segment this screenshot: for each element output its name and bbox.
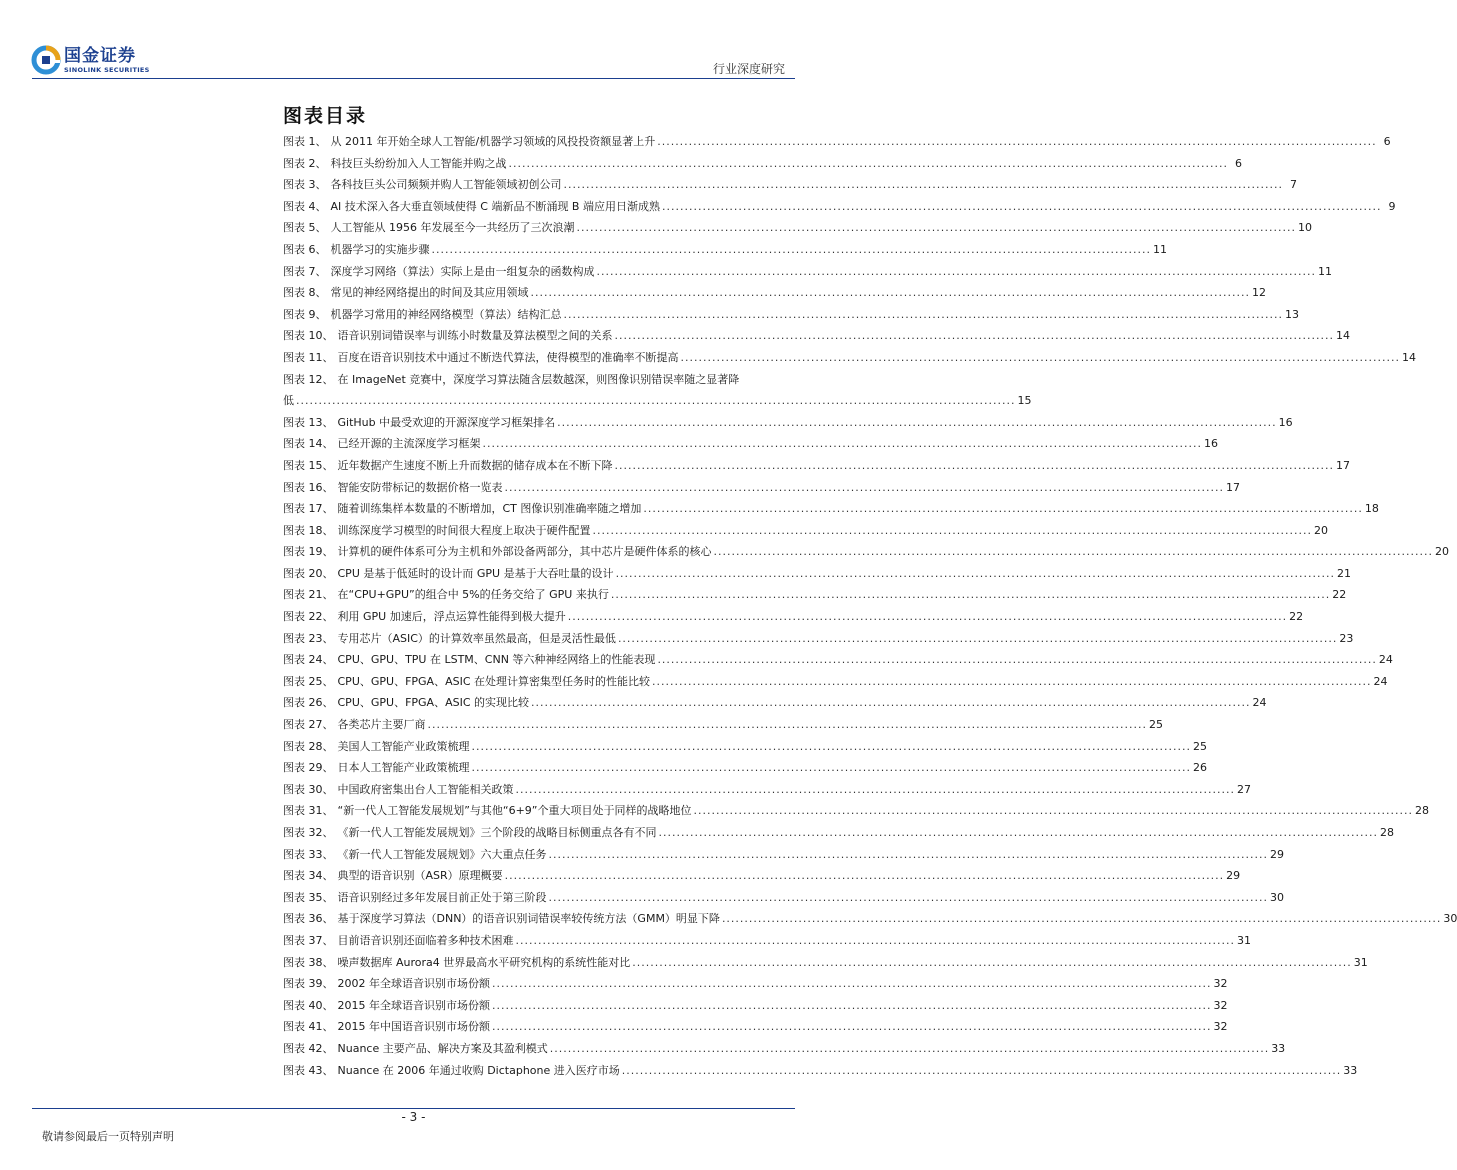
toc-dot-leader (657, 649, 1376, 671)
toc-entry[interactable] (283, 217, 1312, 239)
toc-entry-title: 2015 年全球语音识别市场份额 (337, 998, 490, 1012)
toc-dot-leader (492, 973, 1211, 995)
toc-entry-label: 图表 37、 (283, 933, 334, 947)
toc-entry-label: 图表 34、 (283, 869, 334, 883)
toc-entry-label: 图表 21、 (283, 588, 334, 602)
toc-entry-page: 32 (1213, 977, 1228, 991)
toc-entry-title: 中国政府密集出台人工智能相关政策 (337, 782, 514, 796)
toc-entry-page: 22 (1332, 588, 1347, 602)
toc-entry-label: 图表 41、 (283, 1020, 334, 1034)
toc-entry-label: 图表 43、 (283, 1063, 334, 1077)
toc-dot-leader (432, 239, 1151, 261)
toc-entry-title: 人工智能从 1956 年发展至今一共经历了三次浪潮 (330, 221, 575, 235)
toc-entry-page: 28 (1414, 804, 1429, 818)
toc-entry-page: 29 (1269, 847, 1284, 861)
toc-entry[interactable] (283, 196, 1396, 218)
toc-entry-label: 图表 27、 (283, 718, 334, 732)
toc-entry-title: CPU、GPU、TPU 在 LSTM、CNN 等六种神经网络上的性能表现 (337, 653, 656, 667)
toc-entry[interactable] (283, 671, 1388, 693)
toc-entry-title: 随着训练集样本数量的不断增加，CT 图像识别准确率随之增加 (337, 502, 642, 516)
toc-entry-label: 图表 5、 (283, 221, 327, 235)
toc-entry-title: 已经开源的主流深度学习框架 (337, 437, 481, 451)
toc-entry-title: 专用芯片（ASIC）的计算效率虽然最高，但是灵活性最低 (337, 631, 616, 645)
toc-entry-page: 20 (1434, 545, 1449, 559)
toc-dot-leader (492, 1016, 1211, 1038)
toc-entry-page: 27 (1236, 782, 1251, 796)
toc-entry-label: 图表 13、 (283, 415, 334, 429)
toc-entry-label: 图表 7、 (283, 264, 327, 278)
toc-entry-page: 12 (1251, 286, 1266, 300)
toc-dot-leader (616, 563, 1335, 585)
toc-dot-leader (662, 196, 1381, 218)
toc-dot-leader (564, 174, 1283, 196)
toc-entry[interactable] (283, 822, 1394, 844)
toc-entry-page: 30 (1443, 912, 1457, 926)
toc-entry-page: 11 (1317, 264, 1332, 278)
toc-dot-leader (472, 736, 1191, 758)
toc-dot-leader (549, 887, 1268, 909)
toc-entry[interactable] (283, 692, 1267, 714)
page-header (0, 0, 827, 80)
toc-entry[interactable] (283, 606, 1304, 628)
toc-entry-title: 《新一代人工智能发展规划》六大重点任务 (337, 847, 547, 861)
toc-entry[interactable] (283, 995, 1228, 1017)
toc-entry[interactable] (283, 563, 1352, 585)
toc-dot-leader (568, 606, 1287, 628)
toc-dot-leader (657, 131, 1376, 153)
toc-entry-page: 33 (1271, 1041, 1286, 1055)
toc-entry-title: 各类芯片主要厂商 (337, 718, 426, 732)
toc-entry-label: 图表 12、 (283, 372, 334, 386)
toc-entry[interactable] (283, 153, 1242, 175)
toc-entry-page: 13 (1284, 307, 1299, 321)
toc-dot-leader (296, 390, 1015, 412)
toc-dot-leader (597, 261, 1316, 283)
toc-entry-label: 图表 4、 (283, 199, 327, 213)
toc-title: 图表目录 (283, 105, 368, 127)
toc-entry-page: 26 (1192, 761, 1207, 775)
toc-dot-leader (722, 908, 1441, 930)
toc-entry-label: 图表 11、 (283, 350, 334, 364)
toc-entry-label: 图表 9、 (283, 307, 327, 321)
toc-entry[interactable] (283, 347, 1416, 369)
toc-entry[interactable] (283, 412, 1293, 434)
toc-dot-leader (564, 304, 1283, 326)
toc-entry-label: 图表 24、 (283, 653, 334, 667)
toc-dot-leader (618, 628, 1337, 650)
toc-entry-title: 目前语音识别还面临着多种技术困难 (337, 933, 514, 947)
toc-entry-label: 图表 22、 (283, 610, 334, 624)
toc-dot-leader (483, 433, 1202, 455)
toc-entry-page: 29 (1226, 869, 1241, 883)
toc-entry-page: 25 (1148, 718, 1163, 732)
toc-entry-label: 图表 31、 (283, 804, 334, 818)
toc-dot-leader (659, 822, 1378, 844)
toc-dot-leader (531, 282, 1250, 304)
toc-entry-page: 28 (1379, 826, 1394, 839)
toc-entry-label: 图表 23、 (283, 631, 334, 645)
toc-entry[interactable] (283, 649, 1393, 671)
toc-dot-leader (611, 584, 1330, 606)
toc-entry-title: 基于深度学习算法（DNN）的语音识别词错误率较传统方法（GMM）明显下降 (337, 912, 720, 926)
toc-entry-label: 图表 6、 (283, 242, 327, 256)
toc-entry-label: 图表 30、 (283, 782, 334, 796)
toc-entry-label: 图表 32、 (283, 826, 334, 839)
toc-entry-title: 训练深度学习模型的时间很大程度上取决于硬件配置 (337, 523, 591, 537)
toc-dot-leader (492, 995, 1211, 1017)
toc-dot-leader (622, 1060, 1341, 1082)
toc-entry-page: 6 (1383, 135, 1391, 148)
toc-entry-page: 9 (1388, 199, 1396, 213)
toc-entry-title-continued: 低 (283, 394, 294, 408)
toc-entry-title: 在 ImageNet 竞赛中，深度学习算法随含层数越深，则图像识别错误率随之显著降 (337, 372, 740, 386)
toc-entry-title: 美国人工智能产业政策梳理 (337, 739, 470, 753)
toc-entry-page: 24 (1378, 653, 1393, 667)
toc-entry-label: 图表 26、 (283, 696, 334, 710)
toc-dot-leader (531, 692, 1250, 714)
toc-entry-label: 图表 29、 (283, 761, 334, 775)
toc-entry-label: 图表 10、 (283, 329, 334, 343)
toc-entry-page: 10 (1297, 221, 1312, 235)
toc-entry[interactable] (283, 174, 1297, 196)
toc-entry[interactable] (283, 887, 1284, 909)
toc-dot-leader (549, 844, 1268, 866)
toc-entry[interactable] (283, 541, 1449, 563)
toc-dot-leader (643, 498, 1362, 520)
toc-entry-label: 图表 3、 (283, 178, 327, 192)
toc-entry-label: 图表 28、 (283, 739, 334, 753)
toc-entry-title: 机器学习的实施步骤 (330, 242, 430, 256)
toc-entry-label: 图表 38、 (283, 955, 334, 969)
toc-dot-leader (428, 714, 1147, 736)
toc-entry-title: 日本人工智能产业政策梳理 (337, 761, 470, 775)
toc-entry[interactable] (283, 520, 1328, 542)
toc-entry-label: 图表 16、 (283, 480, 334, 494)
toc-entry-label: 图表 19、 (283, 545, 334, 559)
toc-entry-title: 智能安防带标记的数据价格一览表 (337, 480, 503, 494)
header-divider (32, 78, 795, 79)
toc-entry-page: 30 (1269, 890, 1284, 904)
toc-entry[interactable] (283, 1016, 1228, 1038)
toc-entry[interactable] (283, 844, 1284, 866)
toc-entry-page: 17 (1335, 458, 1350, 472)
toc-dot-leader (505, 865, 1224, 887)
toc-dot-leader (694, 800, 1413, 822)
toc-entry-label: 图表 40、 (283, 998, 334, 1012)
toc-entry-title: 深度学习网络（算法）实际上是由一组复杂的函数构成 (330, 264, 595, 278)
page-number: - 3 - (401, 1110, 426, 1124)
toc-dot-leader (615, 455, 1334, 477)
toc-entry-label: 图表 25、 (283, 674, 334, 688)
toc-entry-title: 常见的神经网络提出的时间及其应用领域 (330, 286, 529, 300)
toc-entry-title: 语音识别经过多年发展目前正处于第三阶段 (337, 890, 547, 904)
toc-dot-leader (509, 153, 1228, 175)
toc-entry-label: 图表 14、 (283, 437, 334, 451)
toc-dot-leader (516, 779, 1235, 801)
toc-entry[interactable] (283, 779, 1251, 801)
toc-entry-title: 在“CPU+GPU”的组合中 5%的任务交给了 GPU 来执行 (337, 588, 609, 602)
toc-entry-page: 14 (1401, 350, 1416, 364)
toc-entry[interactable] (283, 455, 1350, 477)
toc-entry-page: 32 (1213, 1020, 1228, 1034)
toc-entry-title: 百度在语音识别技术中通过不断迭代算法，使得模型的准确率不断提高 (337, 350, 679, 364)
toc-entry-page: 11 (1152, 242, 1167, 256)
toc-entry[interactable] (283, 239, 1167, 261)
toc-dot-leader (681, 347, 1400, 369)
toc-entry[interactable] (283, 498, 1379, 520)
toc-entry-title: 各科技巨头公司频频并购人工智能领域初创公司 (330, 178, 562, 192)
toc-dot-leader (593, 520, 1312, 542)
toc-entry[interactable] (283, 282, 1266, 304)
toc-entry-title: 计算机的硬件体系可分为主机和外部设备两部分，其中芯片是硬件体系的核心 (337, 545, 712, 559)
toc-dot-leader (577, 217, 1296, 239)
toc-entry-page: 14 (1335, 329, 1350, 343)
toc-entry-page: 21 (1337, 566, 1352, 580)
toc-dot-leader (505, 477, 1224, 499)
toc-entry-title: 从 2011 年开始全球人工智能/机器学习领域的风投投资额显著上升 (330, 135, 656, 148)
toc-entry-title: 机器学习常用的神经网络模型（算法）结构汇总 (330, 307, 562, 321)
toc-entry-title: “新一代人工智能发展规划”与其他“6+9”个重大项目处于同样的战略地位 (337, 804, 692, 818)
toc-dot-leader (550, 1038, 1269, 1060)
toc-entry[interactable] (283, 304, 1299, 326)
toc-dot-leader (714, 541, 1433, 563)
toc-entry[interactable] (283, 973, 1228, 995)
disclaimer-text: 敬请参阅最后一页特别声明 (42, 1130, 174, 1143)
toc-entry-title: CPU 是基于低延时的设计而 GPU 是基于大吞吐量的设计 (337, 566, 614, 580)
toc-entry-title: 2002 年全球语音识别市场份额 (337, 977, 490, 991)
toc-entry-page: 7 (1289, 178, 1297, 192)
footer-divider (32, 1108, 795, 1109)
toc-dot-leader (652, 671, 1371, 693)
toc-dot-leader (615, 325, 1334, 347)
toc-entry-page: 18 (1364, 502, 1379, 516)
brand-logo (32, 46, 150, 74)
toc-entry-title: 利用 GPU 加速后，浮点运算性能得到极大提升 (337, 610, 566, 624)
toc-entry[interactable] (283, 369, 1032, 412)
toc-entry-title: Nuance 主要产品、解决方案及其盈利模式 (337, 1041, 548, 1055)
toc-entry[interactable] (283, 800, 1429, 822)
toc-entry-page: 22 (1289, 610, 1304, 624)
toc-entry[interactable] (283, 736, 1207, 758)
toc-entry[interactable] (283, 952, 1368, 974)
report-type: 行业深度研究 (712, 62, 785, 76)
toc-entry[interactable] (283, 930, 1251, 952)
toc-entry-title: CPU、GPU、FPGA、ASIC 在处理计算密集型任务时的性能比较 (337, 674, 651, 688)
toc-entry-title: 近年数据产生速度不断上升而数据的储存成本在不断下降 (337, 458, 613, 472)
toc-entry-label: 图表 42、 (283, 1041, 334, 1055)
toc-entry-page: 33 (1343, 1063, 1358, 1077)
toc-entry-page: 25 (1192, 739, 1207, 753)
toc-entry-label: 图表 20、 (283, 566, 334, 580)
toc-entry[interactable] (283, 1038, 1286, 1060)
toc-entry-label: 图表 15、 (283, 458, 334, 472)
toc-dot-leader (516, 930, 1235, 952)
toc-entry[interactable] (283, 584, 1347, 606)
toc-entry-page: 24 (1373, 674, 1388, 688)
toc-entry-page: 24 (1252, 696, 1267, 710)
toc-entry-page: 23 (1339, 631, 1354, 645)
toc-entry-label: 图表 33、 (283, 847, 334, 861)
toc-entry-label: 图表 18、 (283, 523, 334, 537)
toc-entry-page: 17 (1225, 480, 1240, 494)
toc-entry[interactable] (283, 325, 1350, 347)
toc-entry-label: 图表 36、 (283, 912, 334, 926)
toc-entry-title: 科技巨头纷纷加入人工智能并购之战 (330, 156, 507, 170)
toc-entry-label: 图表 1、 (283, 135, 327, 148)
toc-entry-page: 16 (1278, 415, 1293, 429)
toc-entry-title: 《新一代人工智能发展规划》三个阶段的战略目标侧重点各有不同 (337, 826, 657, 839)
brand-name-en: SINOLINK SECURITIES (64, 65, 150, 74)
toc-entry[interactable] (283, 1060, 1358, 1082)
toc-entry[interactable] (283, 714, 1163, 736)
toc-entry-title: GitHub 中最受欢迎的开源深度学习框架排名 (337, 415, 556, 429)
toc-entry-title: CPU、GPU、FPGA、ASIC 的实现比较 (337, 696, 530, 710)
toc-entry-label: 图表 17、 (283, 502, 334, 516)
toc-entry-label: 图表 39、 (283, 977, 334, 991)
brand-logo-icon (32, 46, 60, 74)
toc-entry-page: 31 (1353, 955, 1368, 969)
toc-entry-page: 6 (1234, 156, 1242, 170)
toc-list (283, 131, 1457, 1081)
toc-dot-leader (472, 757, 1191, 779)
toc-entry-page: 31 (1236, 933, 1251, 947)
toc-entry[interactable] (283, 628, 1354, 650)
toc-entry[interactable] (283, 477, 1240, 499)
toc-entry-title: Nuance 在 2006 年通过收购 Dictaphone 进入医疗市场 (337, 1063, 620, 1077)
toc-entry-page: 32 (1213, 998, 1228, 1012)
toc-entry-title: 语音识别词错误率与训练小时数量及算法模型之间的关系 (337, 329, 613, 343)
toc-entry[interactable] (283, 865, 1241, 887)
toc-entry-title: 典型的语音识别（ASR）原理概要 (337, 869, 503, 883)
toc-dot-leader (557, 412, 1276, 434)
toc-entry[interactable] (283, 433, 1218, 455)
toc-entry-title: 噪声数据库 Aurora4 世界最高水平研究机构的系统性能对比 (337, 955, 631, 969)
toc-entry-page: 15 (1017, 394, 1032, 408)
toc-entry-page: 20 (1313, 523, 1328, 537)
toc-dot-leader (632, 952, 1351, 974)
toc-entry-page: 16 (1203, 437, 1218, 451)
brand-name-cn: 国金证券 (64, 45, 136, 66)
toc-entry-title: AI 技术深入各大垂直领域使得 C 端新品不断涌现 B 端应用日渐成熟 (330, 199, 660, 213)
toc-entry[interactable] (283, 261, 1332, 283)
toc-entry[interactable] (283, 908, 1457, 930)
toc-entry-label: 图表 2、 (283, 156, 327, 170)
toc-entry[interactable] (283, 131, 1391, 153)
toc-entry-label: 图表 35、 (283, 890, 334, 904)
toc-entry[interactable] (283, 757, 1207, 779)
toc-entry-label: 图表 8、 (283, 286, 327, 300)
toc-entry-title: 2015 年中国语音识别市场份额 (337, 1020, 490, 1034)
